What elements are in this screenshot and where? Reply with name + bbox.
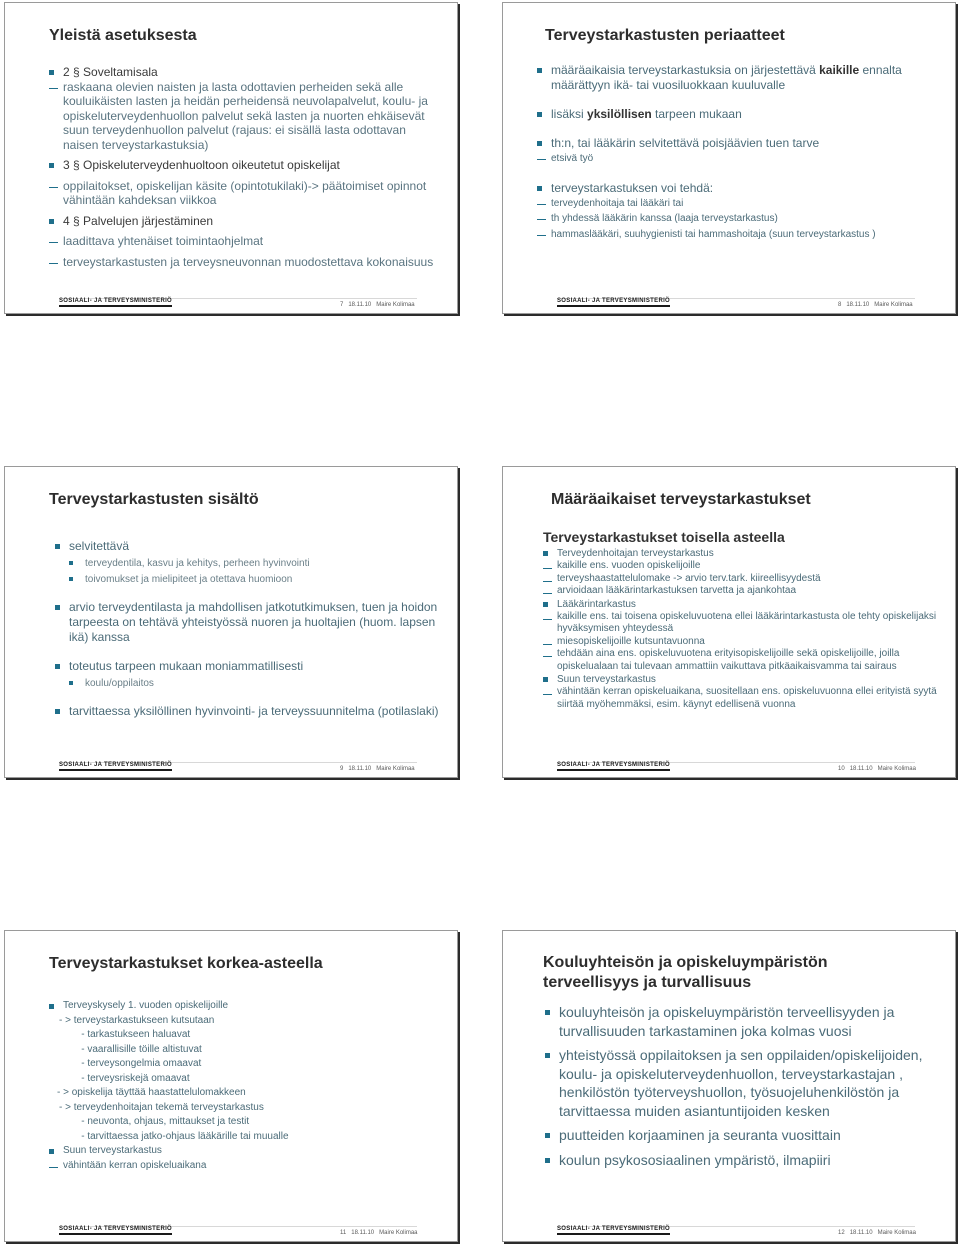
bullet: th:n, tai lääkärin selvitettävä poisjäävien tuen tarve	[537, 136, 941, 151]
list-line: - vaarallisille töille altistuvat	[59, 1043, 202, 1055]
footer-meta	[838, 302, 918, 308]
bullet: toteutus tarpeen mukaan moniammatillisesti	[55, 659, 443, 674]
footer-meta	[340, 766, 420, 772]
slide-title: Yleistä asetuksesta	[49, 27, 197, 44]
slide-number: 12	[838, 1230, 845, 1236]
list-line: - > terveystarkastukseen kutsutaan	[59, 1014, 215, 1026]
slide-title: Määräaikaiset terveystarkastukset	[551, 491, 811, 508]
slide-number: 8	[838, 302, 842, 308]
sub-bullet: toivomukset ja mielipiteet ja otettava huomioon	[55, 573, 443, 586]
list-line: - terveysongelmia omaavat	[59, 1058, 202, 1069]
list-line: - tarvittaessa jatko-ohjaus lääkärille tai muualle	[59, 1130, 289, 1142]
slide-footer	[5, 1223, 457, 1241]
bullet: terveystarkastuksen voi tehdä:	[537, 181, 941, 196]
sub-bullet: terveystarkastusten ja terveysneuvonnan muodostettava kokonaisuus	[49, 255, 443, 270]
sub-bullet: tehdään aina ens. opiskeluvuotena erityisopiskelijoille sekä opiskelijoille, joilla opiskelualaan tai tulevaan ammattiin vaikuttava pitkäaikaisvamma tai sairaus	[543, 648, 941, 673]
bullet: tarvittaessa yksilöllinen hyvinvointi- ja terveyssuunnitelma (potilaslaki)	[55, 704, 443, 719]
sub-bullet: kaikille ens. vuoden opiskelijoille	[543, 560, 941, 573]
bullet: arvio terveydentilasta ja mahdollisen jatkotutkimuksen, tuen ja hoidon tarpeesta on tehtävä yhteistyössä nuoren ja huoltajien (huom. lapsen ikä) kanssa	[55, 600, 443, 645]
list-line: - > terveydenhoitajan tekemä terveystarkastus	[59, 1101, 264, 1113]
sub-bullet: kaikille ens. tai toisena opiskeluvuotena ellei lääkärintarkastusta ole tehty opiskelijaksi hyväksymisen yhteydessä	[543, 611, 941, 636]
bullet: kouluyhteisön ja opiskeluympäristön terveellisyyden ja turvallisuuden tarkastaminen joka kolmas vuosi	[545, 1003, 941, 1040]
sub-bullet: raskaana olevien naisten ja lasta odottavien perheiden sekä alle kouluikäisten lasten ja heidän perheidensä neuvolapalvelut, koulu- ja opiskeluterveydenhuollon palvelut sekä lasten ja nuorten ehkäisevät suun terveydenhuollon palvelut (rajaus: ei sisällä lasta odottavan naisen terveystarkastuksia)	[49, 80, 443, 153]
sub-bullet: hammaslääkäri, suuhygienisti tai hammashoitaja (suun terveystarkastus )	[537, 227, 941, 243]
footer-meta	[838, 766, 921, 772]
slide-number: 9	[340, 766, 344, 772]
sub-bullet: arvioidaan lääkärintarkastuksen tarvetta ja ajankohtaa	[543, 585, 941, 598]
bullet: yhteistyössä oppilaitoksen ja sen oppilaiden/opiskelijoiden, koulu- ja opiskeluterveydenhuollon, terveystarkastajan , henkilöstön työterveyshuollon, työsuojeluhenkilöstön ja tarvittaessa muiden asiantuntijoiden kesken	[545, 1046, 941, 1120]
sub-bullet: etsivä työ	[537, 151, 941, 167]
bullet: puutteiden korjaaminen ja seuranta vuosittain	[545, 1126, 941, 1145]
bullet	[537, 63, 941, 93]
sub-bullet: terveyshaastattelulomake -> arvio terv.tark. kiireellisyydestä	[543, 573, 941, 586]
bullet: selvitettävä	[55, 539, 443, 554]
bullet: 3 § Opiskeluterveydenhuoltoon oikeutetut opiskelijat	[49, 158, 443, 173]
footer-author: Maire Kolimaa	[874, 302, 913, 308]
footer-meta	[340, 302, 420, 308]
slide-title: Terveystarkastukset korkea-asteella	[49, 955, 323, 972]
slide-number: 7	[340, 302, 344, 308]
footer-date: 18.11.10	[351, 1230, 375, 1236]
slide-body	[543, 529, 941, 711]
footer-date: 18.11.10	[348, 302, 372, 308]
ministry-logo: SOSIAALI- JA TERVEYSMINISTERIÖ	[59, 1226, 172, 1235]
slide-title: Terveystarkastusten sisältö	[49, 491, 259, 508]
footer-meta	[340, 1230, 423, 1236]
slide-7	[4, 2, 458, 314]
bullet-text: ennalta määrättyyn ikä- tai vuosiluokkaan kuuluvalle	[551, 63, 902, 92]
slide-body	[537, 63, 941, 242]
sub-bullet: terveydenhoitaja tai lääkäri tai	[537, 196, 941, 212]
bullet: koulun psykososiaalinen ympäristö, ilmapiiri	[545, 1151, 941, 1170]
sub-bullet: laadittava yhtenäiset toimintaohjelmat	[49, 234, 443, 249]
slide-footer	[503, 759, 955, 777]
slide-body	[55, 539, 443, 719]
ministry-logo: SOSIAALI- JA TERVEYSMINISTERIÖ	[557, 762, 670, 771]
ministry-logo: SOSIAALI- JA TERVEYSMINISTERIÖ	[557, 298, 670, 307]
slide-number: 11	[340, 1230, 347, 1236]
list-line: - neuvonta, ohjaus, mittaukset ja testit	[59, 1116, 250, 1127]
bullet	[537, 107, 941, 122]
slide-body	[545, 1003, 941, 1169]
slide-9	[4, 466, 458, 778]
list-line: - terveysriskejä omaavat	[59, 1072, 190, 1084]
slide-12	[502, 930, 956, 1242]
footer-author: Maire Kolimaa	[376, 766, 415, 772]
bullet: 2 § Soveltamisala	[49, 65, 443, 80]
bullet: Terveydenhoitajan terveystarkastus	[543, 547, 941, 560]
bullet: 4 § Palvelujen järjestäminen	[49, 214, 443, 229]
bullet-text: tarpeen mukaan	[651, 107, 742, 121]
ministry-logo: SOSIAALI- JA TERVEYSMINISTERIÖ	[59, 762, 172, 771]
bullet-bold-text: kaikille	[819, 63, 860, 77]
bullet: Suun terveystarkastus	[543, 673, 941, 686]
slide-subtitle: Terveystarkastukset toisella asteella	[543, 529, 785, 545]
slide-title: Kouluyhteisön ja opiskeluympäristön terveellisyys ja turvallisuus	[543, 954, 828, 991]
bullet: Suun terveystarkastus	[49, 1144, 443, 1159]
slide-footer	[503, 295, 955, 313]
slide-footer	[5, 759, 457, 777]
bullet: Lääkärintarkastus	[543, 598, 941, 611]
sub-bullet: th yhdessä lääkärin kanssa (laaja terveystarkastus)	[537, 211, 941, 227]
slide-number: 10	[838, 766, 845, 772]
sub-bullet: koulu/oppilaitos	[55, 677, 443, 690]
bullet: Terveyskysely 1. vuoden opiskelijoille	[49, 999, 443, 1014]
sub-bullet: miesopiskelijoille kutsuntavuonna	[543, 636, 941, 649]
footer-author: Maire Kolimaa	[877, 1230, 916, 1236]
slide-title: Terveystarkastusten periaatteet	[545, 27, 785, 44]
list-line: - > opiskelija täyttää haastattelulomakkeen	[57, 1087, 246, 1098]
sub-bullet: terveydentila, kasvu ja kehitys, perheen hyvinvointi	[55, 557, 443, 570]
sub-bullet: vähintään kerran opiskeluaikana, suositellaan ens. opiskeluvuonna ellei erityistä syytä siirtää myöhemmäksi, esim. käynyt edellisenä vuonna	[543, 686, 941, 711]
bullet-bold-text: yksilöllisen	[587, 107, 652, 121]
footer-date: 18.11.10	[348, 766, 372, 772]
slide-footer	[503, 1223, 955, 1241]
slide-body	[49, 65, 443, 269]
slide-11	[4, 930, 458, 1242]
sub-bullet: oppilaitokset, opiskelijan käsite (opintotukilaki)-> päätoimiset opinnot vähintään kahdeksan viikkoa	[49, 179, 443, 208]
sub-bullet: vähintään kerran opiskeluaikana	[49, 1159, 443, 1174]
slide-footer	[5, 295, 457, 313]
footer-author: Maire Kolimaa	[376, 302, 415, 308]
footer-date: 18.11.10	[846, 302, 870, 308]
slide-8	[502, 2, 956, 314]
ministry-logo: SOSIAALI- JA TERVEYSMINISTERIÖ	[59, 298, 172, 307]
footer-date: 18.11.10	[849, 1230, 873, 1236]
footer-date: 18.11.10	[849, 766, 873, 772]
slide-10	[502, 466, 956, 778]
footer-author: Maire Kolimaa	[379, 1230, 418, 1236]
slide-body	[49, 999, 443, 1173]
footer-author: Maire Kolimaa	[877, 766, 916, 772]
bullet-text: lisäksi	[551, 107, 588, 121]
list-line: - tarkastukseen haluavat	[59, 1029, 191, 1040]
footer-meta	[838, 1230, 921, 1236]
bullet-text: määräaikaisia terveystarkastuksia on järjestettävä	[551, 63, 820, 77]
ministry-logo: SOSIAALI- JA TERVEYSMINISTERIÖ	[557, 1226, 670, 1235]
